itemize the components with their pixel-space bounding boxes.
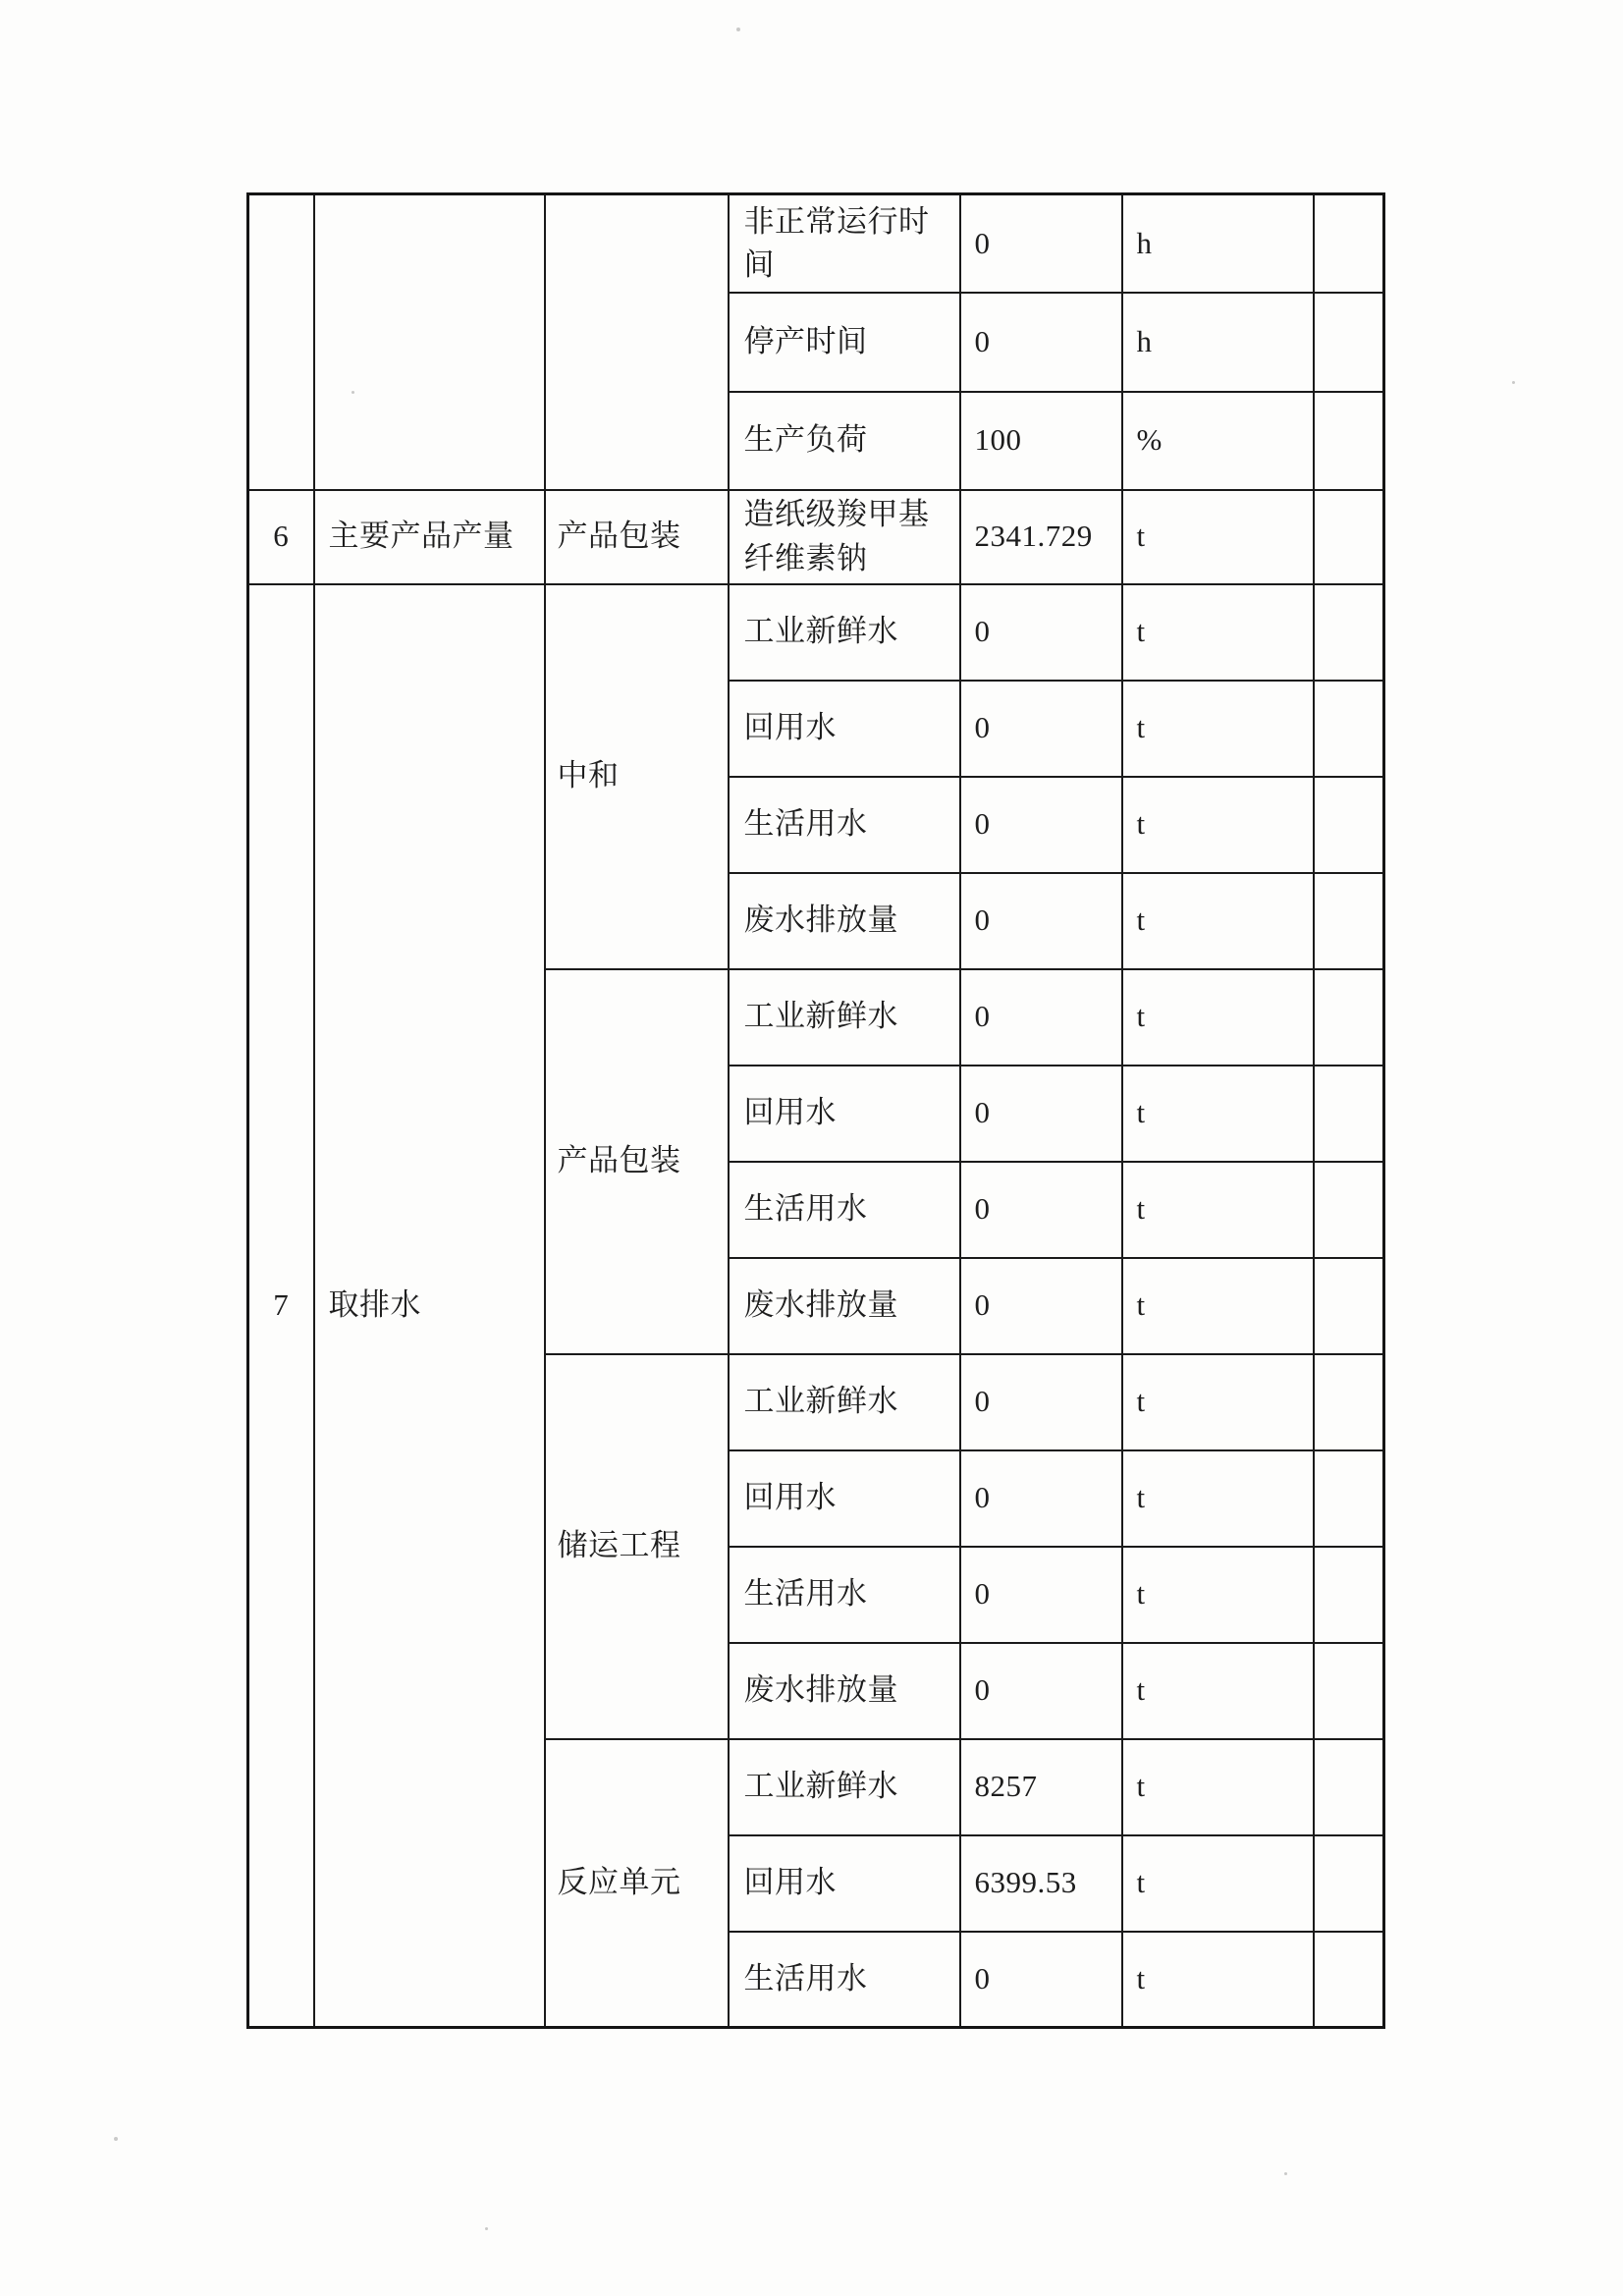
item-name-cell: 生产负荷 — [729, 392, 960, 490]
remark-cell — [1314, 1835, 1384, 1932]
index-cell: 7 — [248, 584, 314, 2028]
value-cell: 0 — [960, 1643, 1122, 1739]
item-name-cell: 废水排放量 — [729, 1258, 960, 1354]
remark-cell — [1314, 1162, 1384, 1258]
value-cell: 0 — [960, 293, 1122, 392]
production-report-table — [246, 192, 1385, 2029]
unit-cell: t — [1122, 1643, 1314, 1739]
group-cell: 储运工程 — [545, 1354, 729, 1739]
unit-cell: t — [1122, 873, 1314, 969]
scan-speck — [1284, 2172, 1287, 2175]
category-cell — [314, 194, 545, 490]
value-cell: 8257 — [960, 1739, 1122, 1835]
item-name-cell: 工业新鲜水 — [729, 1354, 960, 1450]
unit-cell: % — [1122, 392, 1314, 490]
item-name-cell: 废水排放量 — [729, 1643, 960, 1739]
value-cell: 0 — [960, 194, 1122, 293]
category-cell: 取排水 — [314, 584, 545, 2028]
item-name-cell: 工业新鲜水 — [729, 584, 960, 681]
remark-cell — [1314, 1739, 1384, 1835]
remark-cell — [1314, 681, 1384, 777]
remark-cell — [1314, 1547, 1384, 1643]
group-cell: 产品包装 — [545, 969, 729, 1354]
item-name-cell: 回用水 — [729, 681, 960, 777]
index-cell — [248, 194, 314, 490]
unit-cell: t — [1122, 1932, 1314, 2028]
value-cell: 0 — [960, 1354, 1122, 1450]
unit-cell: t — [1122, 1835, 1314, 1932]
item-name-cell: 生活用水 — [729, 777, 960, 873]
remark-cell — [1314, 392, 1384, 490]
unit-cell: h — [1122, 293, 1314, 392]
value-cell: 6399.53 — [960, 1835, 1122, 1932]
group-cell: 反应单元 — [545, 1739, 729, 2028]
item-name-cell: 生活用水 — [729, 1932, 960, 2028]
value-cell: 0 — [960, 1932, 1122, 2028]
item-name-cell: 生活用水 — [729, 1547, 960, 1643]
value-cell: 0 — [960, 584, 1122, 681]
item-name-cell: 回用水 — [729, 1450, 960, 1547]
remark-cell — [1314, 1643, 1384, 1739]
table-row — [248, 584, 1384, 681]
unit-cell: t — [1122, 1162, 1314, 1258]
value-cell: 0 — [960, 1162, 1122, 1258]
remark-cell — [1314, 873, 1384, 969]
unit-cell: t — [1122, 1547, 1314, 1643]
unit-cell: t — [1122, 1066, 1314, 1162]
scan-speck — [114, 2137, 118, 2141]
value-cell: 100 — [960, 392, 1122, 490]
remark-cell — [1314, 490, 1384, 584]
remark-cell — [1314, 194, 1384, 293]
unit-cell: t — [1122, 1354, 1314, 1450]
unit-cell: t — [1122, 490, 1314, 584]
scan-speck — [736, 27, 740, 31]
value-cell: 0 — [960, 969, 1122, 1066]
unit-cell: t — [1122, 1450, 1314, 1547]
value-cell: 0 — [960, 873, 1122, 969]
table-row — [248, 490, 1384, 584]
table-row — [248, 194, 1384, 293]
unit-cell: t — [1122, 681, 1314, 777]
category-cell: 主要产品产量 — [314, 490, 545, 584]
item-name-cell: 回用水 — [729, 1066, 960, 1162]
value-cell: 0 — [960, 1450, 1122, 1547]
remark-cell — [1314, 1258, 1384, 1354]
item-name-cell: 造纸级羧甲基纤维素钠 — [729, 490, 960, 584]
scan-speck — [485, 2227, 488, 2230]
remark-cell — [1314, 969, 1384, 1066]
unit-cell: t — [1122, 777, 1314, 873]
remark-cell — [1314, 584, 1384, 681]
unit-cell: h — [1122, 194, 1314, 293]
value-cell: 2341.729 — [960, 490, 1122, 584]
index-cell: 6 — [248, 490, 314, 584]
item-name-cell: 工业新鲜水 — [729, 969, 960, 1066]
item-name-cell: 废水排放量 — [729, 873, 960, 969]
value-cell: 0 — [960, 1066, 1122, 1162]
remark-cell — [1314, 293, 1384, 392]
scan-speck — [1512, 381, 1515, 384]
unit-cell: t — [1122, 1739, 1314, 1835]
unit-cell: t — [1122, 1258, 1314, 1354]
unit-cell: t — [1122, 584, 1314, 681]
remark-cell — [1314, 1450, 1384, 1547]
unit-cell: t — [1122, 969, 1314, 1066]
group-cell — [545, 194, 729, 490]
group-cell: 产品包装 — [545, 490, 729, 584]
item-name-cell: 停产时间 — [729, 293, 960, 392]
remark-cell — [1314, 1354, 1384, 1450]
value-cell: 0 — [960, 777, 1122, 873]
remark-cell — [1314, 1066, 1384, 1162]
item-name-cell: 生活用水 — [729, 1162, 960, 1258]
remark-cell — [1314, 777, 1384, 873]
value-cell: 0 — [960, 1258, 1122, 1354]
value-cell: 0 — [960, 1547, 1122, 1643]
remark-cell — [1314, 1932, 1384, 2028]
group-cell: 中和 — [545, 584, 729, 969]
value-cell: 0 — [960, 681, 1122, 777]
item-name-cell: 回用水 — [729, 1835, 960, 1932]
item-name-cell: 工业新鲜水 — [729, 1739, 960, 1835]
item-name-cell: 非正常运行时间 — [729, 194, 960, 293]
